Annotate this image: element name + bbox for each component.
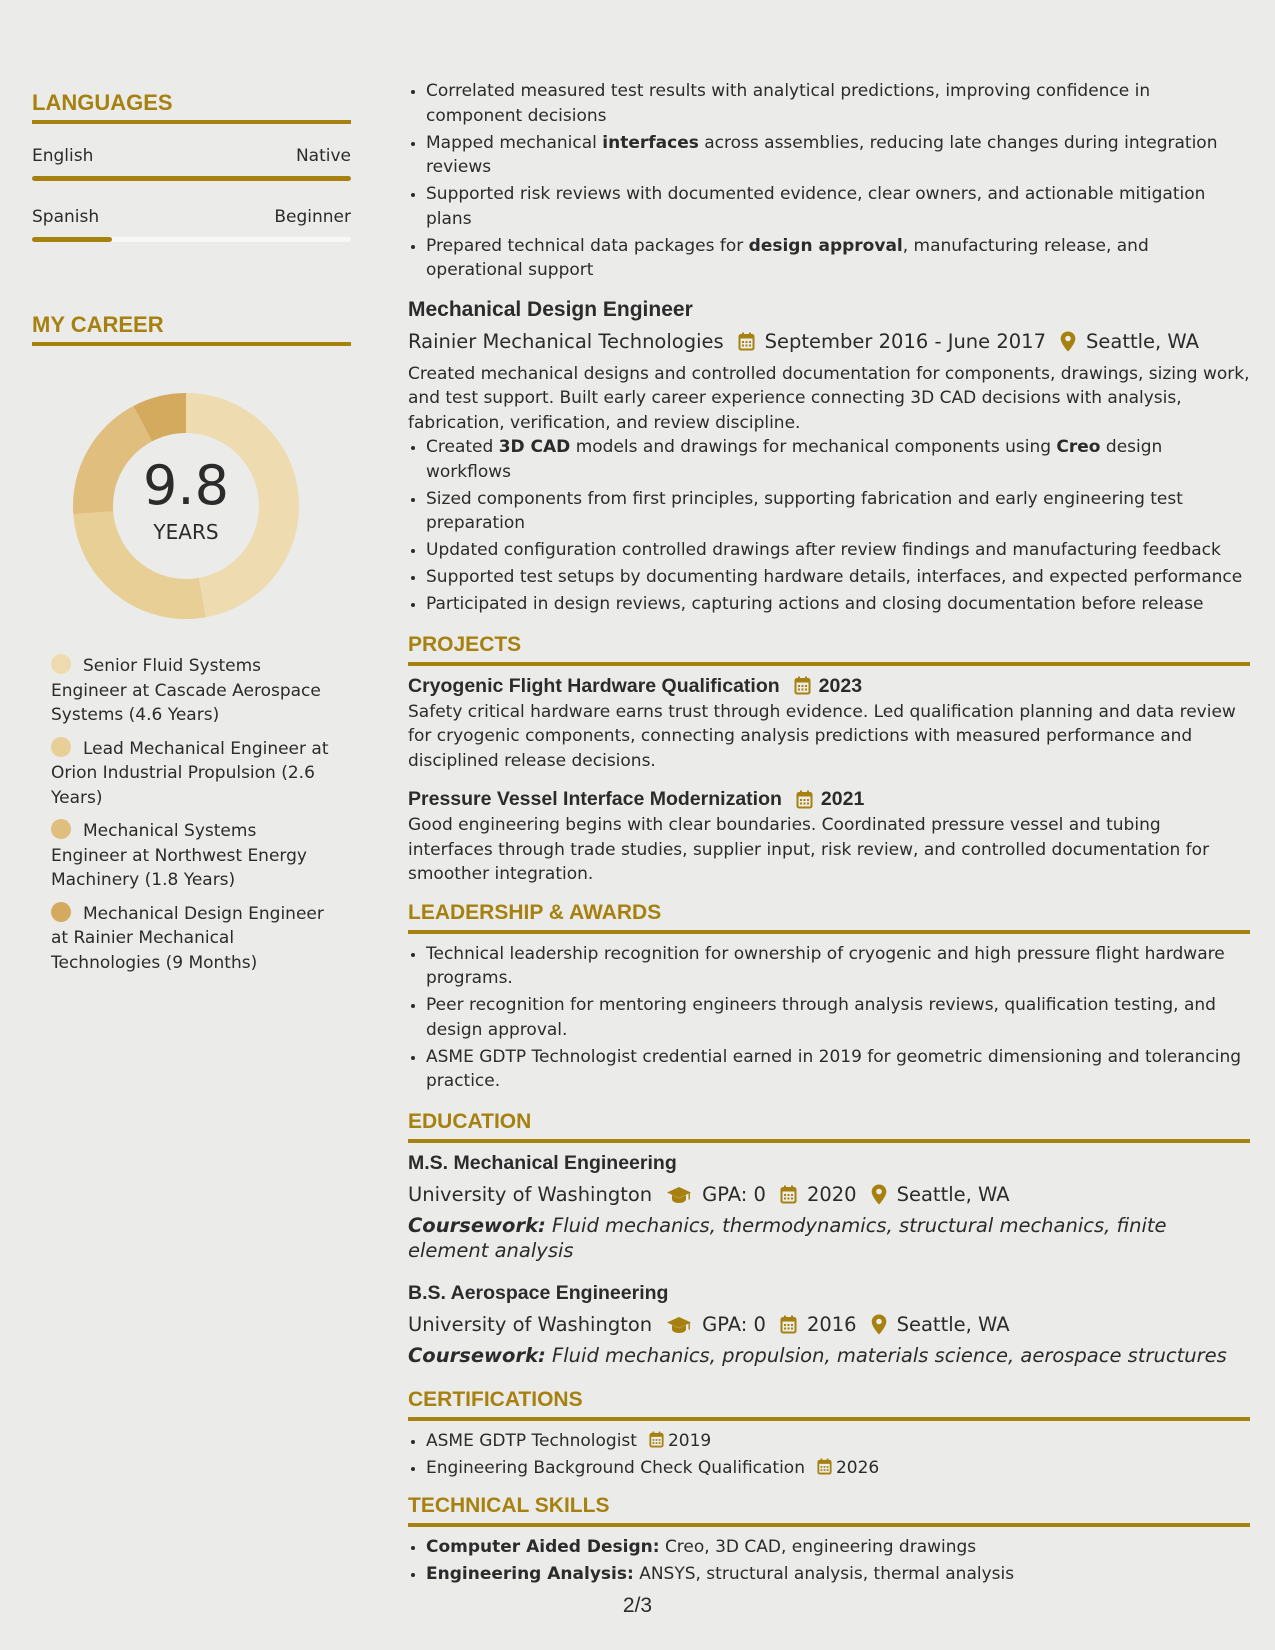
education-heading: EDUCATION: [408, 1108, 1250, 1143]
page-number: 2/3: [622, 1594, 653, 1617]
calendar-icon: [780, 1185, 797, 1204]
language-level: Native: [295, 146, 351, 166]
legend-dot: [51, 737, 71, 757]
bullet-item: • Sized components from first principles, supporting fabrication and early engineering test preparation: [426, 487, 1250, 536]
school-location: Seattle, WA: [896, 1312, 1010, 1336]
education-item: [408, 1279, 1250, 1368]
skill-item: [426, 1562, 1250, 1587]
total-years: 9.8: [143, 454, 229, 517]
bullet-item: • Technical leadership recognition for ownership of cryogenic and high pressure flight hardware programs.: [426, 942, 1250, 991]
project-year: 2023: [818, 674, 863, 697]
main-content: [408, 79, 1250, 1589]
bullet-item: • ASME GDTP Technologist credential earned in 2019 for geometric dimensioning and tolerancing practice.: [426, 1045, 1250, 1094]
calendar-icon: [649, 1431, 664, 1448]
language-proficiency-bar: [32, 237, 351, 242]
skill-label: Computer Aided Design:: [426, 1537, 660, 1557]
donut-center: [66, 386, 306, 626]
job-bullets: [408, 435, 1250, 617]
language-name: English: [32, 146, 94, 166]
location-pin-icon: [871, 1184, 887, 1205]
previous-job-bullets: [408, 79, 1250, 283]
language-item: [32, 146, 351, 181]
language-proficiency-fill: [32, 176, 351, 181]
project-description: Safety critical hardware earns trust through evidence. Led qualification planning and data review for cryogenic components, connecting analysis predictions with measured performance and disciplined release decisions.: [408, 701, 1236, 771]
language-name: Spanish: [32, 207, 100, 227]
bullet-item: • Mapped mechanical interfaces across assemblies, reducing late changes during integration reviews: [426, 131, 1250, 180]
job-entry: [408, 296, 1250, 617]
bullet-item: • Updated configuration controlled drawings after review findings and manufacturing feedback: [426, 538, 1250, 563]
career-legend: [51, 654, 336, 975]
skill-value: ANSYS, structural analysis, thermal analysis: [639, 1564, 1015, 1584]
location-pin-icon: [1060, 331, 1076, 352]
certification-name: Engineering Background Check Qualification: [426, 1457, 805, 1478]
degree-title: B.S. Aerospace Engineering: [408, 1281, 669, 1304]
legend-label: Lead Mechanical Engineer at Orion Industrial Propulsion (2.6 Years): [51, 738, 329, 808]
calendar-icon: [794, 676, 811, 695]
bullet-item: • Participated in design reviews, capturing actions and closing documentation before release: [426, 592, 1250, 617]
languages-heading: LANGUAGES: [32, 90, 351, 124]
gpa: GPA: 0: [702, 1312, 766, 1336]
education-meta: [408, 1311, 1250, 1339]
legend-label: Mechanical Design Engineer at Rainier Mechanical Technologies (9 Months): [51, 903, 324, 973]
language-proficiency-bar: [32, 176, 351, 181]
projects-heading: PROJECTS: [408, 631, 1250, 666]
graduation-year: 2016: [806, 1312, 857, 1336]
certification-item: [426, 1456, 1250, 1481]
legend-item: [51, 654, 336, 728]
job-company: Rainier Mechanical Technologies: [408, 329, 724, 353]
calendar-icon: [780, 1315, 797, 1334]
leadership-heading: LEADERSHIP & AWARDS: [408, 899, 1250, 934]
calendar-icon: [738, 332, 755, 351]
legend-item: [51, 819, 336, 893]
degree-title: M.S. Mechanical Engineering: [408, 1151, 677, 1174]
job-dates: September 2016 - June 2017: [764, 329, 1046, 353]
education-item: [408, 1149, 1250, 1263]
job-title: Mechanical Design Engineer: [408, 297, 693, 321]
school-name: University of Washington: [408, 1182, 653, 1206]
bullet-item: • Correlated measured test results with analytical predictions, improving confidence in component decisions: [426, 79, 1250, 128]
location-pin-icon: [871, 1314, 887, 1335]
project-name: Cryogenic Flight Hardware Qualification: [408, 674, 780, 697]
graduation-cap-icon: [666, 1316, 692, 1334]
school-name: University of Washington: [408, 1312, 653, 1336]
years-label: YEARS: [153, 520, 219, 544]
career-donut-chart: [66, 386, 306, 626]
bullet-item: • Peer recognition for mentoring engineers through analysis reviews, qualification testing, and design approval.: [426, 993, 1250, 1042]
coursework: Coursework: Fluid mechanics, thermodynamics, structural mechanics, finite element analysis: [408, 1213, 1167, 1262]
certifications-list: [408, 1429, 1250, 1481]
bullet-item: • Created 3D CAD models and drawings for mechanical components using Creo design workflows: [426, 435, 1250, 484]
career-heading: MY CAREER: [32, 312, 351, 346]
job-meta: [408, 328, 1250, 356]
language-proficiency-fill: [32, 237, 112, 242]
legend-item: [51, 737, 336, 811]
career-section: [32, 312, 351, 975]
skills-list: [408, 1535, 1250, 1587]
calendar-icon: [796, 790, 813, 809]
legend-dot: [51, 654, 71, 674]
certification-name: ASME GDTP Technologist: [426, 1430, 637, 1451]
project-item: [408, 672, 1250, 774]
certification-item: [426, 1429, 1250, 1454]
language-item: [32, 207, 351, 242]
project-year: 2021: [820, 788, 865, 810]
skill-label: Engineering Analysis:: [426, 1564, 634, 1584]
bullet-item: • Prepared technical data packages for design approval, manufacturing release, and operational support: [426, 234, 1250, 283]
coursework: Coursework: Fluid mechanics, propulsion, materials science, aerospace structures: [408, 1343, 1227, 1367]
legend-dot: [51, 902, 71, 922]
gpa: GPA: 0: [702, 1182, 766, 1206]
certification-year: 2019: [667, 1430, 712, 1451]
school-location: Seattle, WA: [896, 1182, 1010, 1206]
graduation-year: 2020: [806, 1182, 857, 1206]
calendar-icon: [817, 1458, 832, 1475]
skills-heading: TECHNICAL SKILLS: [408, 1492, 1250, 1527]
legend-label: Senior Fluid Systems Engineer at Cascade Aerospace Systems (4.6 Years): [51, 656, 321, 725]
skill-value: Creo, 3D CAD, engineering drawings: [664, 1537, 977, 1557]
language-level: Beginner: [274, 207, 351, 227]
leadership-list: [408, 942, 1250, 1094]
legend-item: [51, 902, 336, 976]
certification-year: 2026: [835, 1457, 880, 1478]
graduation-cap-icon: [666, 1186, 692, 1204]
legend-dot: [51, 819, 71, 839]
sidebar: [32, 90, 351, 984]
legend-label: Mechanical Systems Engineer at Northwest Energy Machinery (1.8 Years): [51, 821, 307, 890]
bullet-item: • Supported test setups by documenting hardware details, interfaces, and expected performance: [426, 565, 1250, 590]
project-description: Good engineering begins with clear boundaries. Coordinated pressure vessel and tubing interfaces through trade studies, supplier input, risk review, and controlled documentation for smoother integration.: [408, 815, 1210, 884]
project-name: Pressure Vessel Interface Modernization: [408, 788, 782, 810]
bullet-item: • Supported risk reviews with documented evidence, clear owners, and actionable mitigation plans: [426, 182, 1250, 231]
education-meta: [408, 1181, 1250, 1209]
job-description: Created mechanical designs and controlled documentation for components, drawings, sizing work, and test support. Built early career experience connecting 3D CAD decisions with analysis, fabrication, verification, and review discipline.: [408, 363, 1250, 433]
project-item: [408, 785, 1250, 887]
skill-item: [426, 1535, 1250, 1560]
certifications-heading: CERTIFICATIONS: [408, 1386, 1250, 1421]
job-location: Seattle, WA: [1086, 329, 1199, 353]
